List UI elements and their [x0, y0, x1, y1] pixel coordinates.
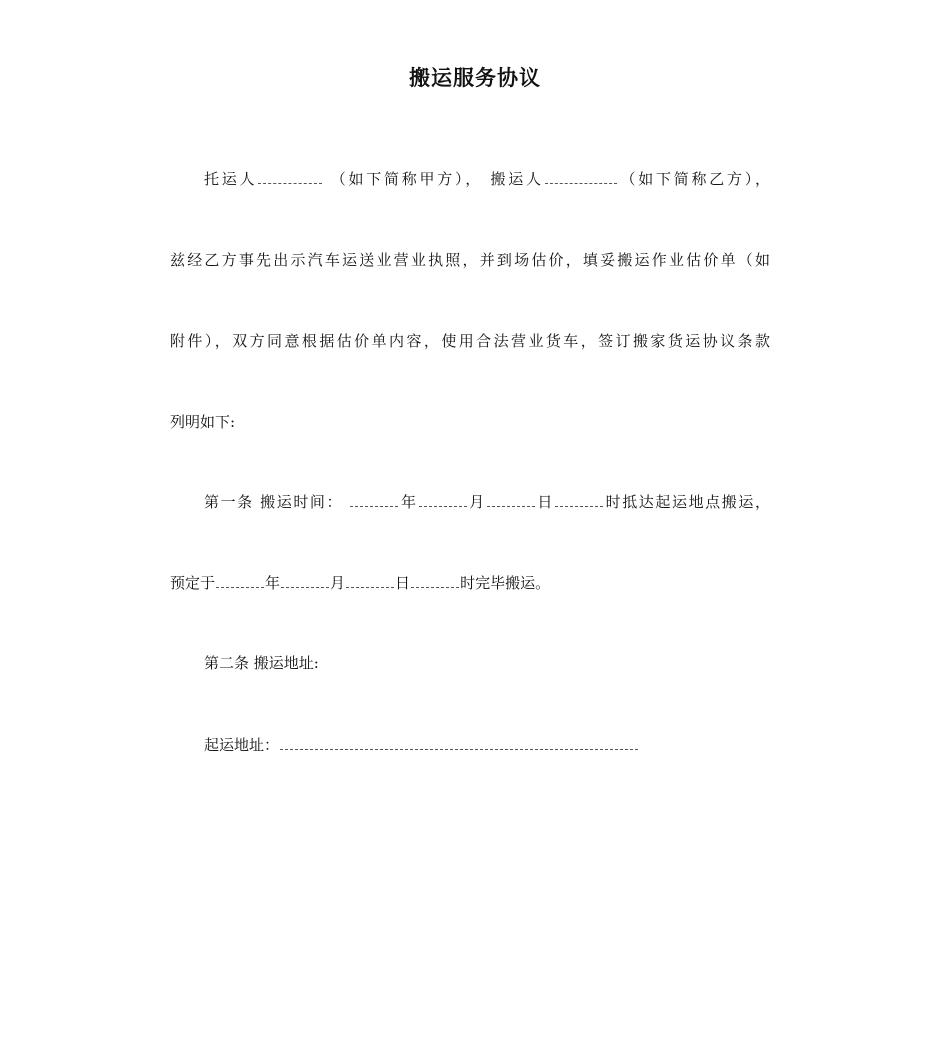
- finish-suffix: 时完毕搬运。: [460, 574, 551, 592]
- arrive-day-blank: [487, 505, 535, 507]
- article-1-heading: 第一条 搬运时间：: [204, 493, 344, 511]
- shipper-suffix: （如下简称甲方），: [330, 170, 483, 188]
- arrive-year-blank: [350, 505, 398, 507]
- origin-address-blank: [280, 748, 638, 750]
- year-label: 年: [265, 574, 281, 592]
- finish-day-blank: [346, 586, 394, 588]
- preamble-line-3: 附件），双方同意根据估价单内容，使用合法营业货车，签订搬家货运协议条款: [170, 332, 770, 350]
- day-label: 日: [395, 574, 411, 592]
- article-2-heading: 第二条 搬运地址:: [204, 654, 319, 672]
- origin-label: 起运地址：: [204, 736, 280, 754]
- arrive-hour-blank: [555, 505, 603, 507]
- carrier-blank: [545, 182, 617, 184]
- arrive-month-blank: [419, 505, 467, 507]
- arrive-suffix: 时抵达起运地点搬运，: [604, 493, 770, 511]
- article-1-line-1: [204, 490, 770, 514]
- finish-year-blank: [216, 586, 264, 588]
- preamble-line-2: 兹经乙方事先出示汽车运送业营业执照，并到场估价，填妥搬运作业估价单（如: [170, 251, 770, 269]
- shipper-label: 托运人: [204, 170, 258, 188]
- document-title: 搬运服务协议: [409, 65, 541, 90]
- carrier-suffix: （如下简称乙方），: [617, 170, 770, 188]
- preamble-line-4: 列明如下:: [170, 413, 236, 431]
- month-label: 月: [467, 493, 486, 511]
- finish-hour-blank: [411, 586, 459, 588]
- article-2-origin-line: [204, 733, 770, 757]
- day-label: 日: [535, 493, 555, 511]
- year-label: 年: [399, 493, 418, 511]
- month-label: 月: [330, 574, 346, 592]
- finish-month-blank: [281, 586, 329, 588]
- article-1-line-2: [170, 571, 770, 595]
- shipper-blank: [258, 182, 322, 184]
- carrier-label: 搬运人: [490, 170, 544, 188]
- preamble-line-1: [204, 167, 770, 191]
- finish-prefix: 预定于: [170, 574, 216, 592]
